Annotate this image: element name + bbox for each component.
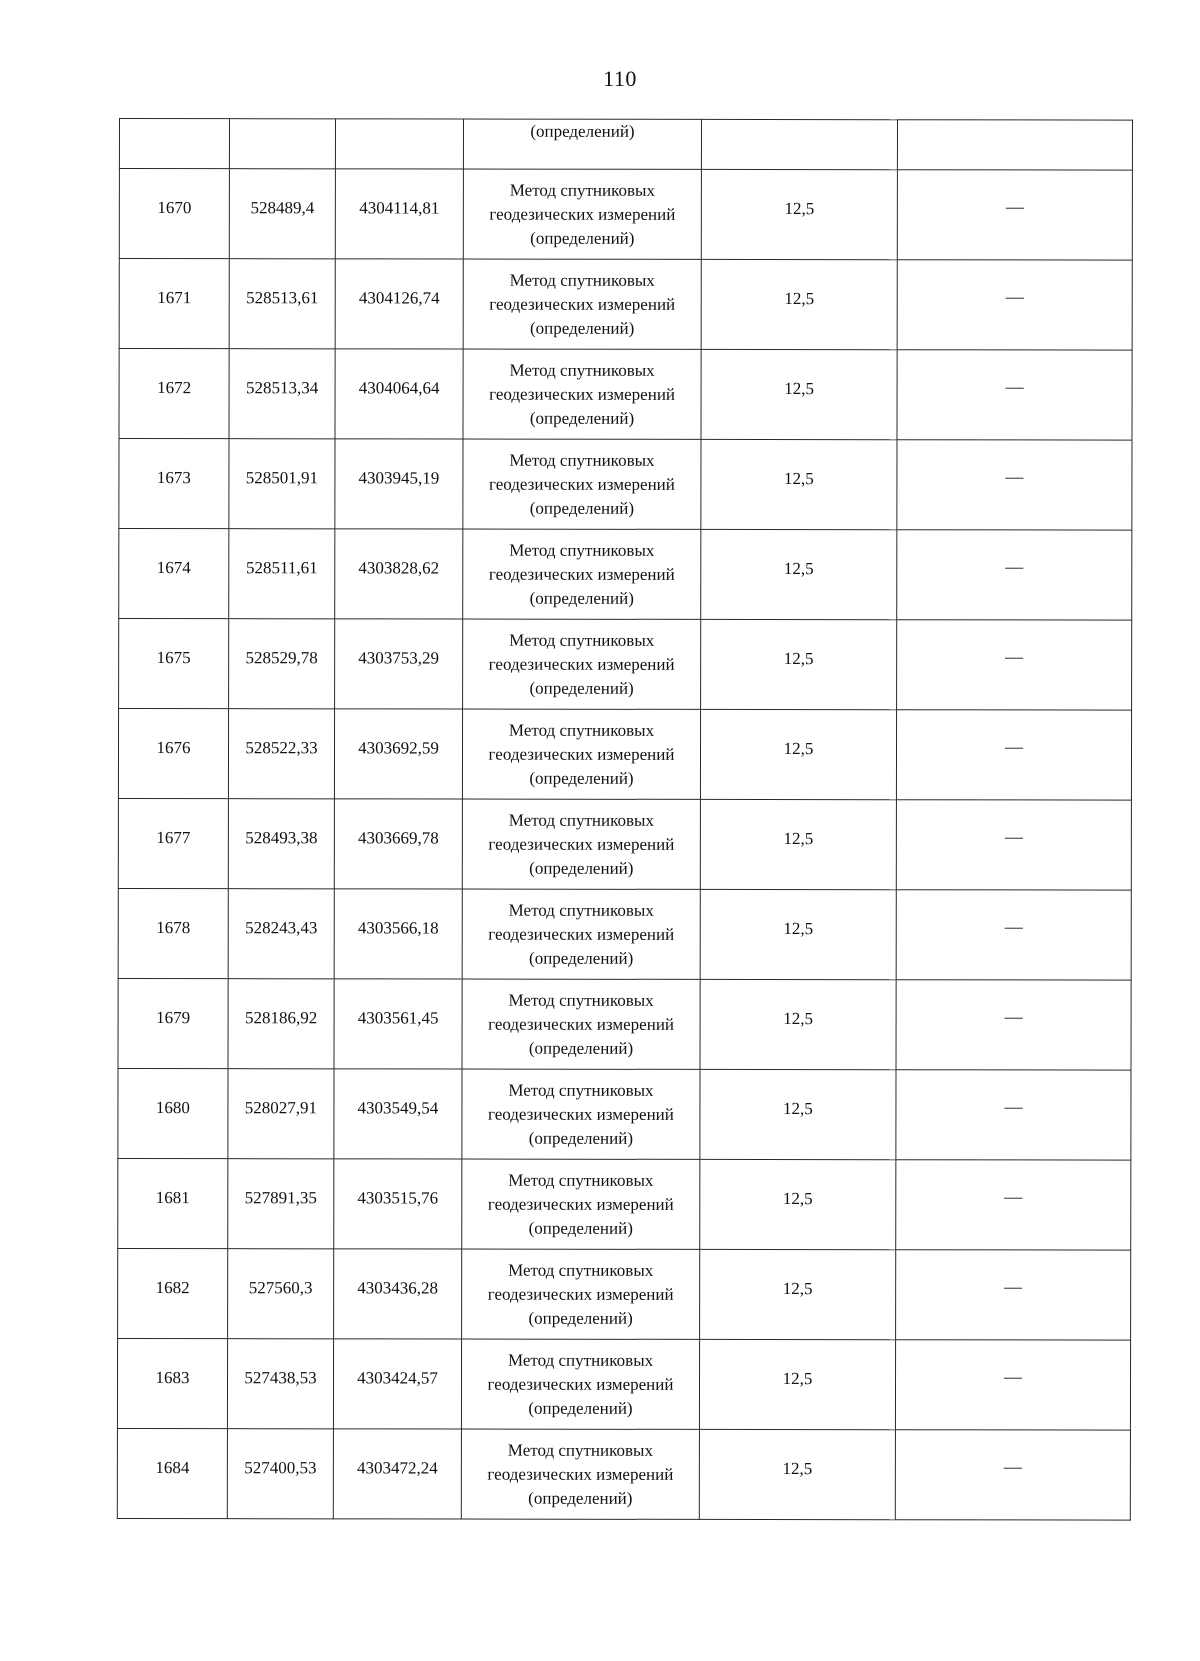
cell-note-text: — [1004,916,1023,937]
cell-y-text: 4303753,29 [358,647,440,668]
cell-accuracy [701,259,897,349]
table-row [118,1158,1131,1250]
cell-x-text: 528489,4 [250,197,315,217]
cell-y [334,799,462,889]
cell-accuracy [700,799,896,889]
table-row [117,1428,1130,1520]
cell-x-text: 528511,61 [245,557,318,577]
cell-x [229,259,335,349]
cell-note-text: — [1004,1186,1023,1207]
cell-number-text: 1676 [156,737,191,757]
cell-y [335,529,463,619]
cell-method-text: Метод спутниковых геодезических измерений (определений) [488,900,675,968]
cell-method [462,799,700,889]
cell-method-text: Метод спутниковых геодезических измерений (определений) [488,630,675,698]
cell-note [897,350,1132,440]
cell-y-text: 4303549,54 [357,1097,439,1118]
cell-x [228,1069,334,1159]
cell-y-text: 4303515,76 [357,1187,439,1208]
cell-number [119,119,229,169]
table-row [119,529,1132,621]
cell-accuracy-text: 12,5 [783,1008,813,1028]
cell-y-text: 4303566,18 [357,917,439,938]
cell-x-text: 527438,53 [244,1367,317,1387]
cell-accuracy [700,979,896,1069]
cell-note [897,530,1132,620]
cell-number [119,529,229,619]
cell-accuracy [701,169,897,259]
cell-y [333,1339,461,1429]
cell-method [462,1069,700,1159]
cell-note-text: — [1004,1366,1023,1387]
cell-number-text: 1679 [156,1007,191,1027]
cell-accuracy-text: 12,5 [783,1098,813,1118]
cell-y [334,1069,462,1159]
cell-accuracy-text: 12,5 [783,828,814,848]
cell-method [463,529,701,619]
cell-method-text: Метод спутниковых геодезических измерений (определений) [489,180,676,248]
cell-number [119,259,229,349]
cell-x-text: 527891,35 [244,1187,317,1207]
cell-number-text: 1680 [155,1097,190,1117]
table-row [118,798,1131,890]
cell-y-text: 4303828,62 [358,557,440,578]
cell-note [897,440,1132,530]
cell-note [897,260,1132,350]
cell-note [897,170,1132,260]
cell-number-text: 1674 [156,557,191,577]
cell-method [463,619,701,709]
cell-accuracy [700,889,896,979]
cell-y-text: 4304126,74 [358,287,440,308]
cell-x [228,1159,334,1249]
cell-y-text: 4304114,81 [359,197,440,218]
cell-method [463,169,701,259]
cell-note [896,800,1131,890]
cell-accuracy [701,349,897,439]
cell-accuracy [701,529,897,619]
cell-method-text: Метод спутниковых геодезических измерений (определений) [489,360,676,428]
cell-number-text: 1673 [156,467,191,487]
cell-x [228,979,334,1069]
cell-number [118,978,228,1068]
cell-number-text: 1678 [156,917,191,937]
cell-y [335,259,463,349]
cell-x-text: 528529,78 [245,647,318,667]
cell-x [229,529,335,619]
cell-x-text: 528501,91 [245,467,319,487]
cell-number-text: 1675 [156,647,191,667]
table-row [119,259,1132,351]
cell-note-text: — [1005,376,1024,397]
continuation-row [119,119,1132,171]
cell-method-text: Метод спутниковых геодезических измерений (определений) [487,1080,674,1148]
cell-method-text: Метод спутниковых геодезических измерений (определений) [487,1260,674,1328]
cell-number [117,1428,227,1518]
cell-accuracy-text: 12,5 [782,1188,813,1208]
cell-method [462,1159,700,1249]
cell-method-text: Метод спутниковых геодезических измерений (определений) [489,270,676,338]
cell-y-text: 4303436,28 [357,1277,439,1298]
cell-y [335,619,463,709]
cell-number [118,1158,228,1248]
cell-method [463,439,701,529]
cell-method-text: Метод спутниковых геодезических измерений (определений) [487,1440,674,1508]
cell-y-text: 4304064,64 [358,377,440,398]
cell-note [895,1430,1130,1520]
table-row [118,978,1131,1070]
table-row [118,1248,1131,1340]
cell-y [335,169,463,259]
cell-note [896,890,1131,980]
cell-note [896,980,1131,1070]
cell-method-text: Метод спутниковых геодезических измерений (определений) [487,1170,674,1238]
cell-accuracy [701,119,897,169]
cell-number [119,439,229,529]
cell-accuracy [700,709,896,799]
cell-accuracy-text: 12,5 [784,288,815,308]
cell-y [334,1249,462,1339]
cell-note-text: — [1005,466,1024,487]
cell-note-text: — [1004,1096,1023,1117]
cell-y-text: 4303692,59 [358,737,439,758]
cell-number-text: 1681 [155,1187,190,1207]
cell-note-text: — [1005,196,1024,217]
cell-method [463,349,701,439]
cell-note [896,1160,1131,1250]
cell-number-text: 1677 [156,827,191,847]
page-number: 110 [603,66,637,91]
cell-number [117,1338,227,1428]
cell-x [227,1429,333,1519]
cell-x [229,439,335,529]
cell-number [118,1248,228,1338]
cell-y-text: 4303424,57 [357,1367,438,1388]
cell-accuracy [701,619,897,709]
cell-method-text: Метод спутниковых геодезических измерений (определений) [487,1350,674,1418]
table-row [118,1068,1131,1160]
cell-method [461,1339,699,1429]
table-row [117,1338,1130,1430]
cell-accuracy-text: 12,5 [783,738,814,758]
cell-y [335,119,463,169]
cell-accuracy-text: 12,5 [784,468,814,488]
cell-y [334,1159,462,1249]
coordinates-table [117,118,1133,1521]
cell-method-text: Метод спутниковых геодезических измерений (определений) [488,540,675,608]
cell-method [462,1249,700,1339]
cell-x-text: 528186,92 [244,1007,318,1027]
cell-accuracy-text: 12,5 [783,918,814,938]
cell-y-text: 4303945,19 [358,467,440,488]
cell-number-text: 1682 [155,1277,190,1297]
cell-number [118,1068,228,1158]
cell-accuracy [700,1249,896,1339]
cell-x [229,349,335,439]
cell-y [334,979,462,1069]
cell-y-text: 4303472,24 [356,1457,438,1478]
cell-y [334,709,462,799]
cell-number [119,619,229,709]
cell-number-text: 1670 [157,197,192,217]
table-row [119,439,1132,531]
cell-accuracy-text: 12,5 [784,198,815,218]
cell-accuracy [700,1159,896,1249]
cell-note-text: — [1004,826,1023,847]
cell-x [227,1339,333,1429]
cell-x-text: 528493,38 [245,827,318,847]
cell-note-text: — [1004,1006,1023,1027]
cell-x [229,119,335,169]
cell-y-text: 4303561,45 [357,1007,439,1028]
cell-note-text: — [1003,1456,1022,1477]
cell-method [463,259,701,349]
cell-number [119,349,229,439]
cell-number-text: 1671 [157,287,192,307]
cell-x [229,169,335,259]
cell-note-text: — [1004,736,1024,757]
table-row [118,888,1131,980]
cell-x-text: 527560,3 [248,1277,313,1297]
cell-x-text: 528522,33 [245,737,318,757]
cell-y [334,889,462,979]
cell-method [462,709,700,799]
cell-method [462,889,700,979]
cell-number-text: 1683 [155,1367,190,1387]
cell-x [229,619,335,709]
cell-y [333,1429,461,1519]
cell-number-text: 1672 [157,377,192,397]
cell-accuracy-text: 12,5 [782,1458,813,1478]
cell-method [462,979,700,1069]
cell-x-text: 527400,53 [244,1457,317,1477]
cell-note [897,620,1132,710]
cell-x-text: 528513,61 [246,287,319,307]
cell-x [228,799,334,889]
cell-accuracy [701,439,897,529]
cell-accuracy [700,1069,896,1159]
cell-x-text: 528027,91 [244,1097,318,1117]
cell-note-text: — [1005,646,1024,667]
cell-note [897,120,1132,170]
cell-accuracy-text: 12,5 [783,558,814,578]
cell-accuracy-text: 12,5 [782,1278,813,1298]
cell-method [461,1429,699,1519]
cell-note-text: — [1004,1276,1023,1297]
cell-method-text: Метод спутниковых геодезических измерений (определений) [488,450,675,518]
cell-method-text: Метод спутниковых геодезических измерений (определений) [488,990,675,1058]
cell-number [119,169,229,259]
cell-x [228,889,334,979]
cell-method: (определений) [463,119,701,169]
table-body [117,119,1132,1521]
cell-number [118,709,228,799]
cell-note [896,710,1131,800]
cell-number [118,798,228,888]
cell-x-text: 528513,34 [245,377,319,397]
cell-method-text: Метод спутниковых геодезических измерений (определений) [488,810,675,878]
cell-number [118,888,228,978]
cell-note [895,1340,1130,1430]
cell-y [335,349,463,439]
cell-accuracy [699,1429,895,1519]
cell-note [896,1250,1131,1340]
cell-note [896,1070,1131,1160]
cell-y [335,439,463,529]
cell-accuracy-text: 12,5 [783,648,814,668]
table-row [119,349,1132,441]
cell-number-text: 1684 [155,1457,190,1477]
cell-x-text: 528243,43 [245,917,318,937]
cell-accuracy [699,1339,895,1429]
cell-method-text: Метод спутниковых геодезических измерений (определений) [488,720,675,788]
cell-accuracy-text: 12,5 [782,1368,813,1388]
table-row [119,169,1132,261]
table-row [118,709,1131,801]
cell-accuracy-text: 12,5 [784,378,814,398]
cell-note-text: — [1005,286,1024,307]
cell-x [228,1249,334,1339]
cell-note-text: — [1005,556,1024,577]
cell-x [228,709,334,799]
cell-y-text: 4303669,78 [357,827,439,848]
table-row [119,619,1132,711]
